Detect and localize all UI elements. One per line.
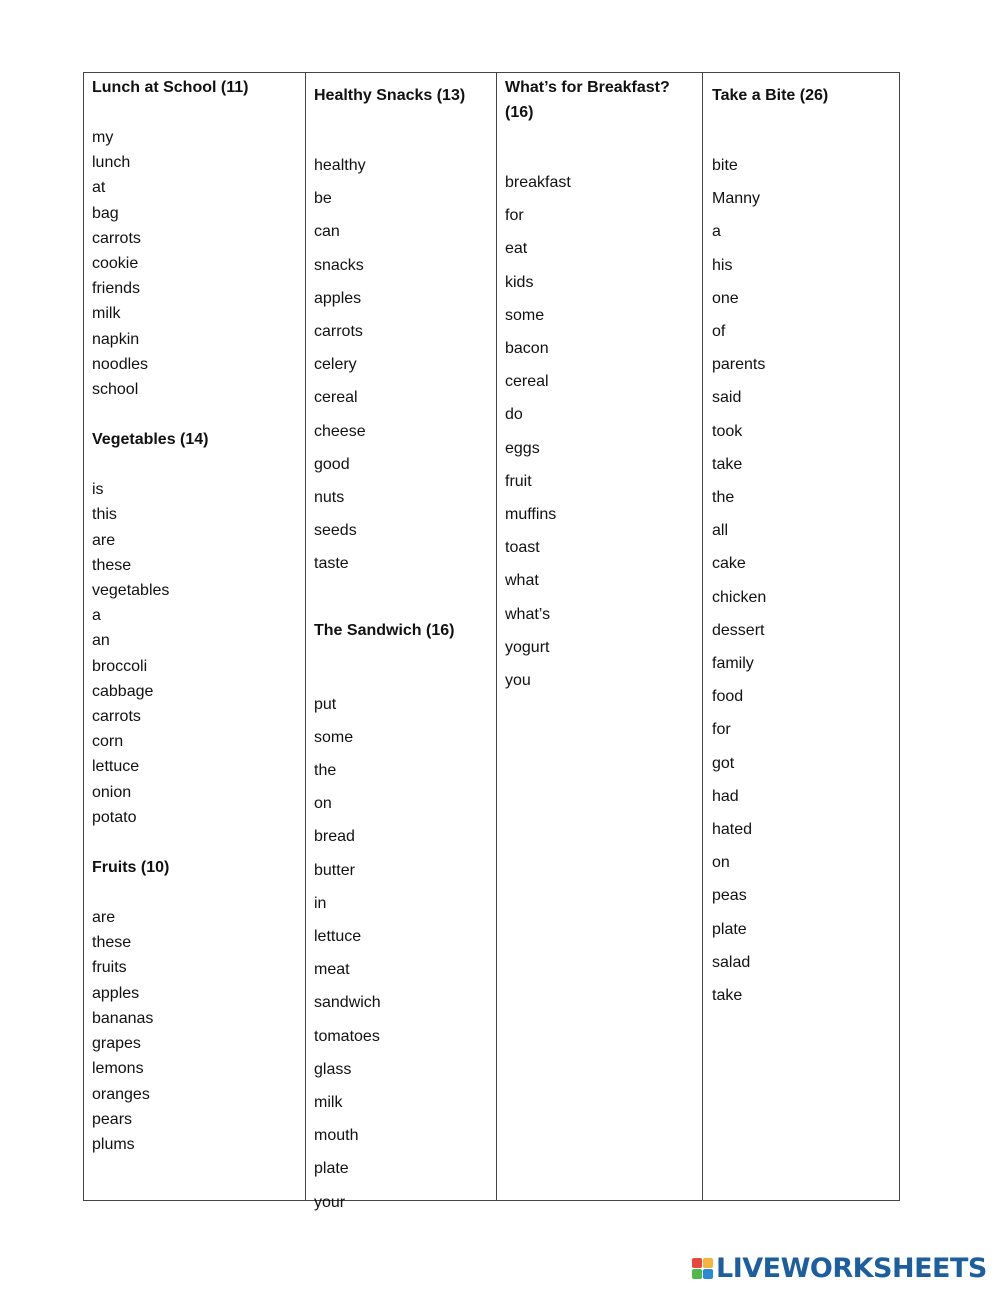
word-item: are: [92, 909, 116, 927]
column-4: [702, 73, 899, 1200]
word-item: can: [314, 223, 340, 241]
word-item: pears: [92, 1110, 133, 1128]
word-item: napkin: [92, 330, 140, 348]
word-item: what: [505, 572, 539, 590]
word-item: take: [712, 987, 743, 1005]
word-item: taste: [314, 555, 349, 573]
word-item: said: [712, 389, 742, 407]
word-item: toast: [505, 539, 540, 557]
logo-square-red: [692, 1258, 702, 1268]
word-item: healthy: [314, 157, 366, 174]
word-item: the: [314, 762, 337, 780]
word-item: mouth: [314, 1127, 359, 1145]
word-item: cabbage: [92, 682, 154, 700]
word-item: a: [92, 607, 101, 625]
word-item: my: [92, 129, 114, 146]
word-item: you: [505, 672, 531, 690]
word-list: [505, 166, 702, 697]
logo-square-blue: [703, 1269, 713, 1279]
word-item: carrots: [92, 708, 141, 726]
word-item: parents: [712, 356, 766, 374]
word-item: had: [712, 787, 739, 805]
word-item: lettuce: [92, 758, 140, 776]
word-item: put: [314, 695, 337, 713]
word-list: [712, 149, 899, 1012]
section-title: Lunch at School (11): [92, 79, 249, 96]
word-item: snacks: [314, 256, 364, 274]
word-item: carrots: [314, 323, 363, 341]
word-list: [92, 125, 305, 402]
word-item: at: [92, 179, 106, 197]
word-item: plate: [712, 920, 747, 938]
word-item: bacon: [505, 340, 549, 358]
word-item: corn: [92, 733, 124, 751]
word-item: be: [314, 190, 332, 208]
word-item: chicken: [712, 588, 767, 606]
word-item: breakfast: [505, 174, 571, 191]
word-item: peas: [712, 887, 747, 905]
word-item: cereal: [505, 373, 549, 391]
section-title: Fruits (10): [92, 859, 170, 877]
word-item: seeds: [314, 522, 357, 540]
word-item: these: [92, 934, 132, 952]
word-item: butter: [314, 861, 355, 879]
word-item: for: [712, 721, 731, 739]
word-item: family: [712, 655, 754, 673]
word-item: this: [92, 506, 117, 524]
logo-square-yellow: [703, 1258, 713, 1268]
liveworksheets-brand: [692, 1252, 987, 1284]
word-item: one: [712, 289, 739, 307]
word-item: broccoli: [92, 657, 148, 675]
word-item: grapes: [92, 1035, 141, 1053]
word-item: milk: [314, 1094, 343, 1112]
word-item: for: [505, 207, 524, 225]
word-item: eat: [505, 240, 528, 258]
word-item: sandwich: [314, 994, 381, 1012]
word-item: fruit: [505, 472, 532, 490]
word-list: [92, 477, 305, 830]
word-item: on: [314, 795, 332, 813]
word-item: yogurt: [505, 638, 550, 656]
section-title: Take a Bite (26): [712, 87, 829, 104]
word-item: got: [712, 754, 735, 772]
word-list: [314, 149, 496, 581]
word-item: in: [314, 894, 327, 912]
word-item: bite: [712, 157, 738, 174]
word-item: lettuce: [314, 928, 362, 946]
word-item: meat: [314, 961, 350, 979]
word-item: food: [712, 688, 744, 706]
logo-square-green: [692, 1269, 702, 1279]
word-item: celery: [314, 356, 357, 374]
word-item: vegetables: [92, 582, 170, 600]
word-item: what’s: [505, 605, 551, 623]
liveworksheets-logo-icon: [692, 1258, 713, 1279]
word-item: tomatoes: [314, 1027, 380, 1045]
word-list: [314, 688, 496, 1219]
word-item: a: [712, 223, 721, 241]
section-title: The Sandwich (16): [314, 621, 455, 639]
word-item: glass: [314, 1060, 352, 1078]
word-item: cake: [712, 555, 746, 573]
word-item: are: [92, 531, 116, 549]
brand-name: LIVEWORKSHEETS: [716, 1252, 987, 1284]
word-item: nuts: [314, 489, 345, 507]
word-item: potato: [92, 808, 137, 826]
word-item: his: [712, 256, 733, 274]
word-item: hated: [712, 821, 753, 839]
word-item: eggs: [505, 439, 540, 457]
word-item: lemons: [92, 1060, 144, 1078]
word-item: cookie: [92, 255, 139, 273]
word-item: Manny: [712, 190, 761, 208]
word-item: oranges: [92, 1085, 150, 1103]
word-list: [92, 905, 305, 1157]
column-1: [84, 73, 305, 1200]
word-item: of: [712, 323, 726, 341]
column-3: [496, 73, 702, 1200]
word-item: good: [314, 455, 350, 473]
word-item: carrots: [92, 229, 141, 247]
section-title: Vegetables (14): [92, 431, 209, 449]
word-item: kids: [505, 273, 534, 291]
word-item: do: [505, 406, 523, 424]
word-item: noodles: [92, 355, 149, 373]
word-item: school: [92, 381, 139, 399]
word-item: bananas: [92, 1009, 154, 1027]
word-item: onion: [92, 783, 132, 801]
section-title: What’s for Breakfast? (16): [505, 79, 670, 121]
section-title: Healthy Snacks (13): [314, 87, 466, 104]
word-item: bread: [314, 828, 355, 846]
word-item: cheese: [314, 422, 366, 440]
word-item: is: [92, 481, 104, 499]
word-item: apples: [314, 289, 362, 307]
word-item: some: [314, 728, 354, 746]
word-item: friends: [92, 280, 141, 298]
word-item: an: [92, 632, 110, 650]
word-item: salad: [712, 953, 751, 971]
word-item: on: [712, 854, 730, 872]
word-item: fruits: [92, 959, 127, 977]
column-2: [305, 73, 496, 1211]
word-item: plums: [92, 1135, 135, 1153]
word-list-table: [83, 72, 900, 1211]
word-item: milk: [92, 305, 121, 323]
word-item: some: [505, 306, 545, 324]
word-item: took: [712, 422, 743, 440]
word-item: lunch: [92, 154, 131, 172]
word-item: these: [92, 556, 132, 574]
word-item: the: [712, 489, 735, 507]
word-item: plate: [314, 1160, 349, 1178]
word-item: take: [712, 455, 743, 473]
word-item: all: [712, 522, 729, 540]
word-item: cereal: [314, 389, 358, 407]
word-item: your: [314, 1193, 346, 1211]
word-item: dessert: [712, 621, 765, 639]
word-item: apples: [92, 984, 140, 1002]
word-item: bag: [92, 204, 119, 222]
word-item: muffins: [505, 506, 557, 524]
